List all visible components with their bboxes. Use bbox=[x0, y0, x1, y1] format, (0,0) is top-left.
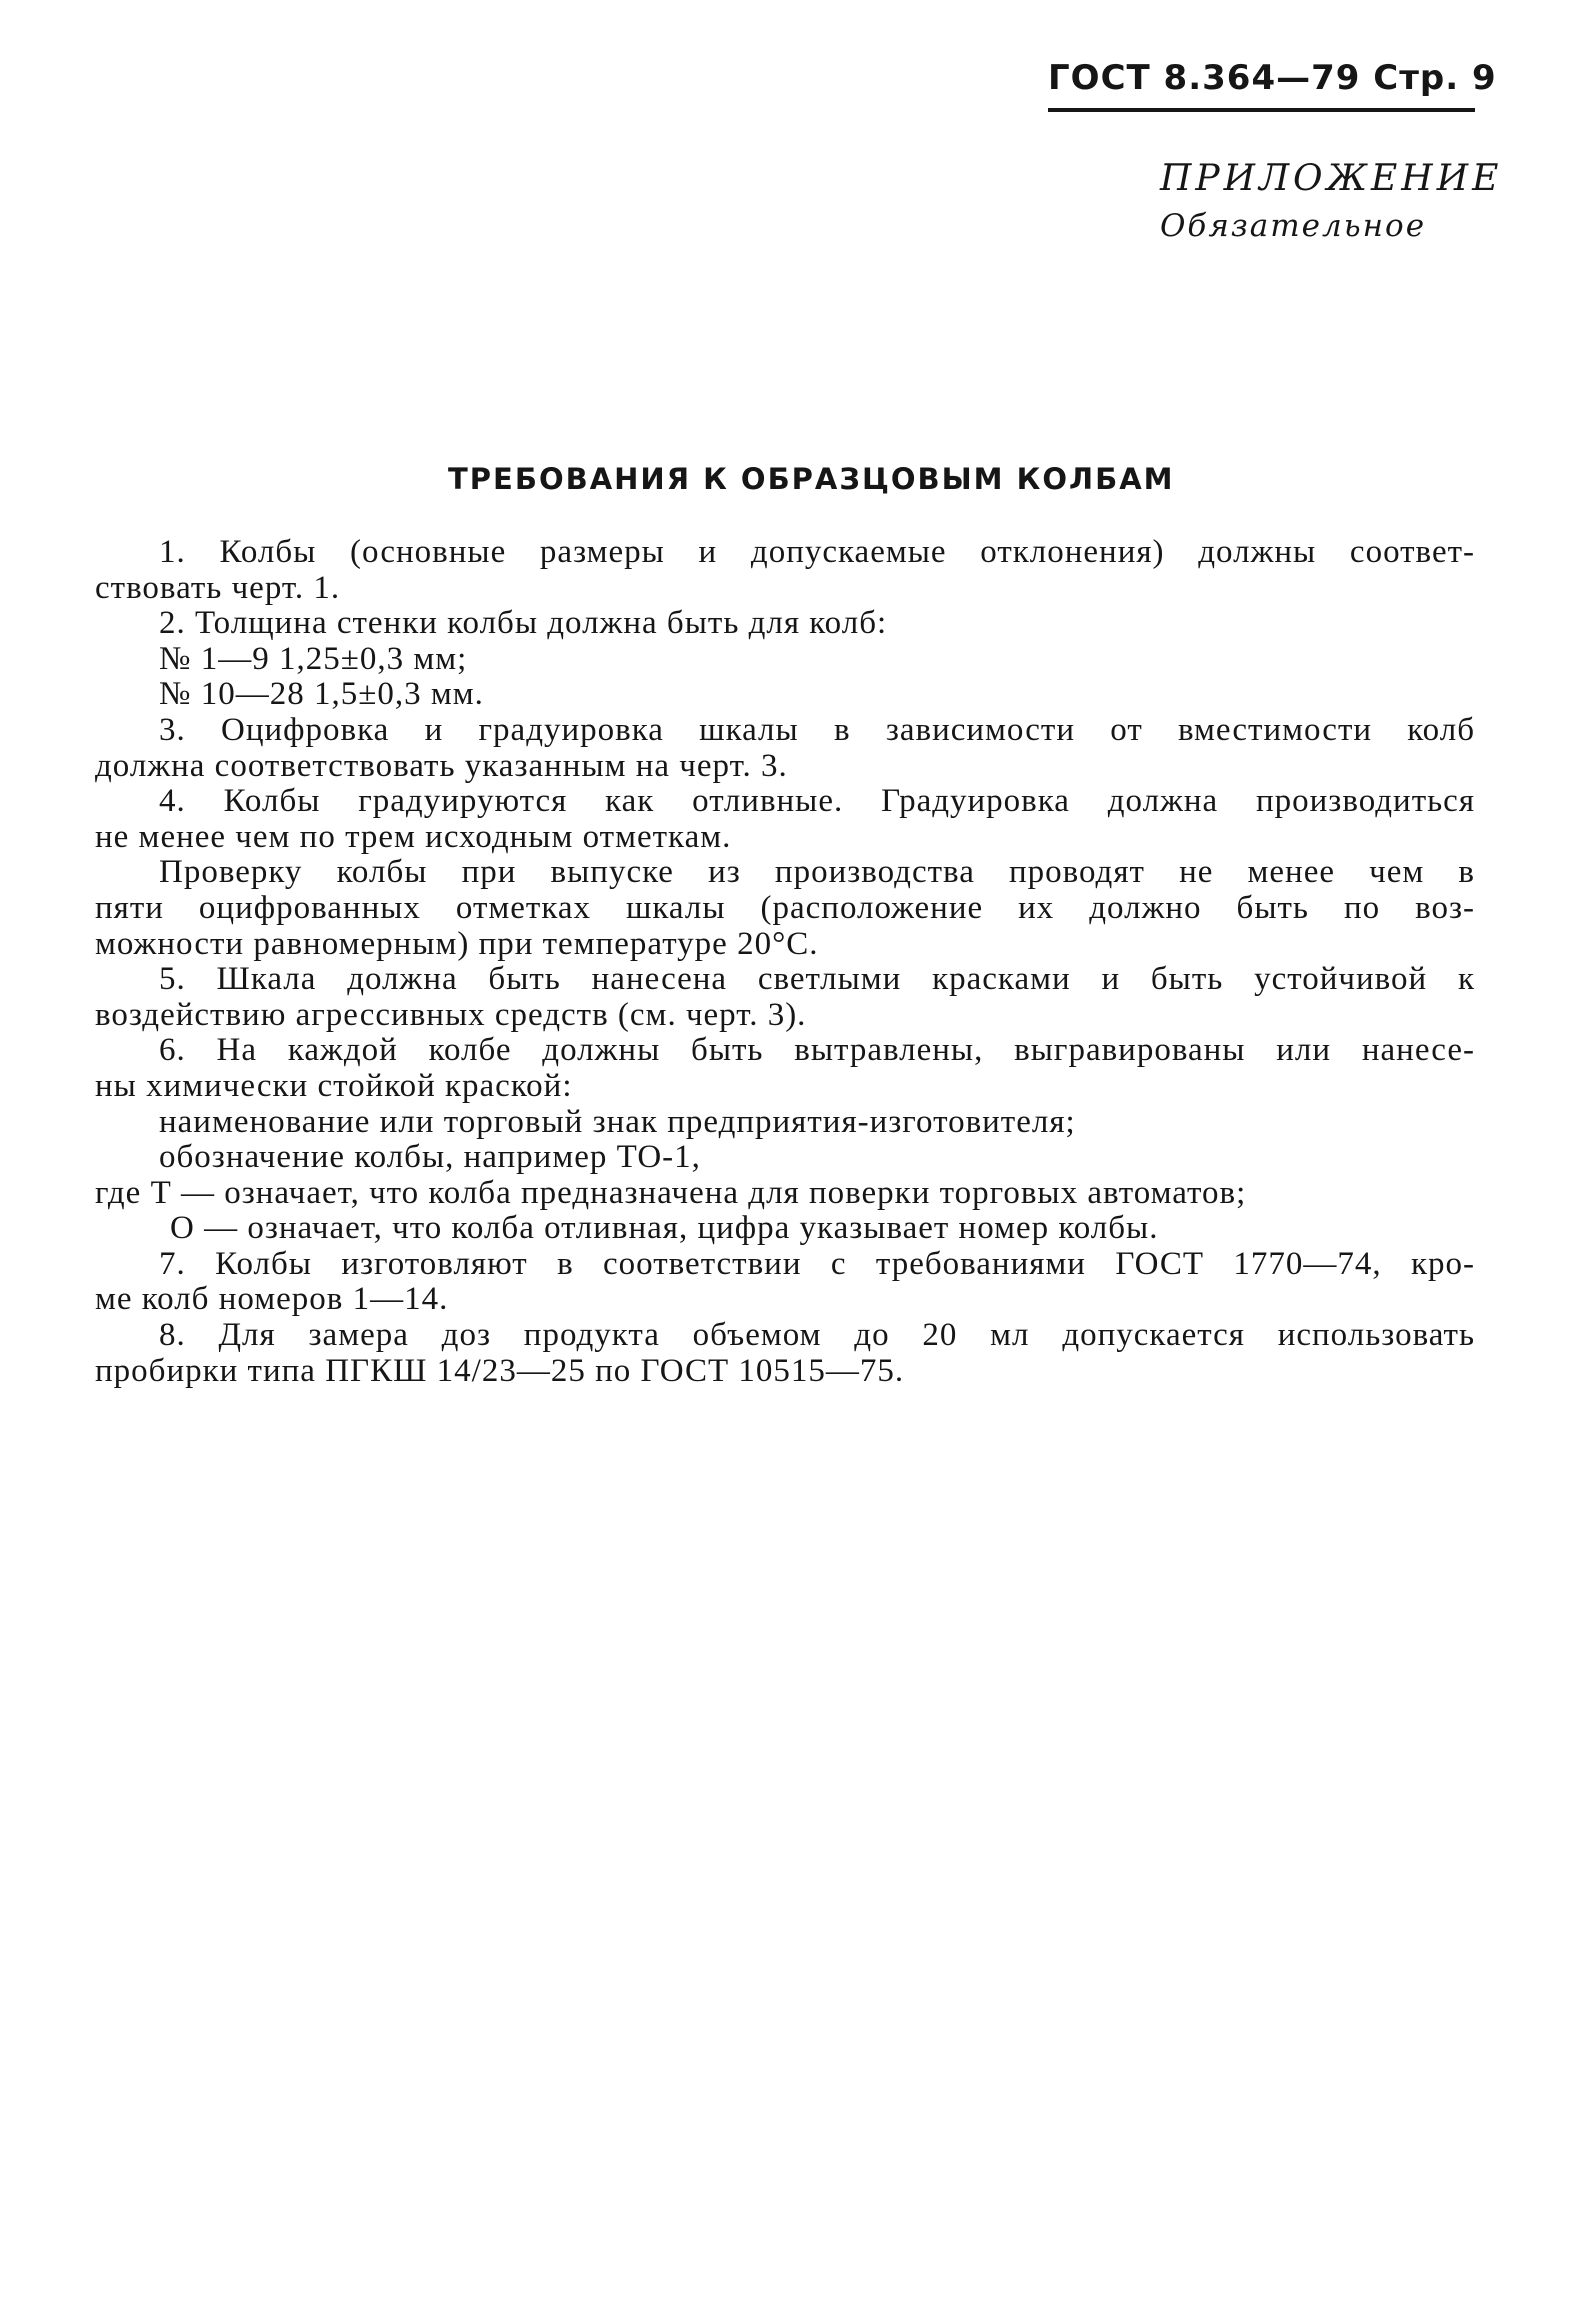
text-line: не менее чем по трем исходным отметкам. bbox=[95, 818, 732, 855]
text-line: 5. Шкала должна быть нанесена светлыми красками и быть устойчивой к bbox=[159, 961, 1475, 998]
text-line: 1. Колбы (основные размеры и допускаемые отклонения) должны соответ- bbox=[159, 534, 1475, 570]
text-line: О — означает, что колба отливная, цифра указывает номер колбы. bbox=[170, 1210, 1159, 1247]
text-line: где Т — означает, что колба предназначена для поверки торговых автоматов; bbox=[95, 1174, 1247, 1211]
text-line: ны химически стойкой краской: bbox=[95, 1067, 573, 1104]
appendix-title: ПРИЛОЖЕНИЕ bbox=[1160, 158, 1503, 199]
text-line: 2. Толщина стенки колбы должна быть для колб: bbox=[159, 605, 888, 642]
text-line: ствовать черт. 1. bbox=[95, 569, 341, 606]
text-line: 6. На каждой колбе должны быть вытравлены, выгравированы или нанесе- bbox=[159, 1032, 1475, 1069]
text-line: № 1—9 1,25±0,3 мм; bbox=[159, 640, 468, 677]
appendix-status: Обязательное bbox=[1160, 208, 1427, 244]
header-rule bbox=[1048, 108, 1475, 112]
text-line: ме колб номеров 1—14. bbox=[95, 1281, 449, 1318]
text-line: Проверку колбы при выпуске из производства проводят не менее чем в bbox=[159, 854, 1475, 891]
text-line: можности равномерным) при температуре 20°С. bbox=[95, 925, 819, 962]
section-title: ТРЕБОВАНИЯ К ОБРАЗЦОВЫМ КОЛБАМ bbox=[448, 462, 1175, 496]
text-line: обозначение колбы, например ТО-1, bbox=[159, 1139, 701, 1176]
requirements-text bbox=[95, 535, 1475, 1389]
text-line: 4. Колбы градуируются как отливные. Градуировка должна производиться bbox=[159, 783, 1475, 820]
text-line: № 10—28 1,5±0,3 мм. bbox=[159, 676, 484, 713]
text-line: 7. Колбы изготовляют в соответствии с требованиями ГОСТ 1770—74, кро- bbox=[159, 1245, 1475, 1282]
text-line: наименование или торговый знак предприятия-изготовителя; bbox=[159, 1103, 1076, 1140]
document-designation: ГОСТ 8.364—79 Стр. 9 bbox=[1048, 58, 1497, 98]
text-line: 3. Оцифровка и градуировка шкалы в зависимости от вместимости колб bbox=[159, 711, 1475, 748]
text-line: пяти оцифрованных отметках шкалы (расположение их должно быть по воз- bbox=[95, 889, 1475, 926]
text-line: пробирки типа ПГКШ 14/23—25 по ГОСТ 10515—75. bbox=[95, 1352, 905, 1389]
text-line: должна соответствовать указанным на черт. 3. bbox=[95, 747, 788, 784]
text-line: 8. Для замера доз продукта объемом до 20 мл допускается использовать bbox=[159, 1317, 1475, 1354]
text-line: воздействию агрессивных средств (см. черт. 3). bbox=[95, 996, 807, 1033]
